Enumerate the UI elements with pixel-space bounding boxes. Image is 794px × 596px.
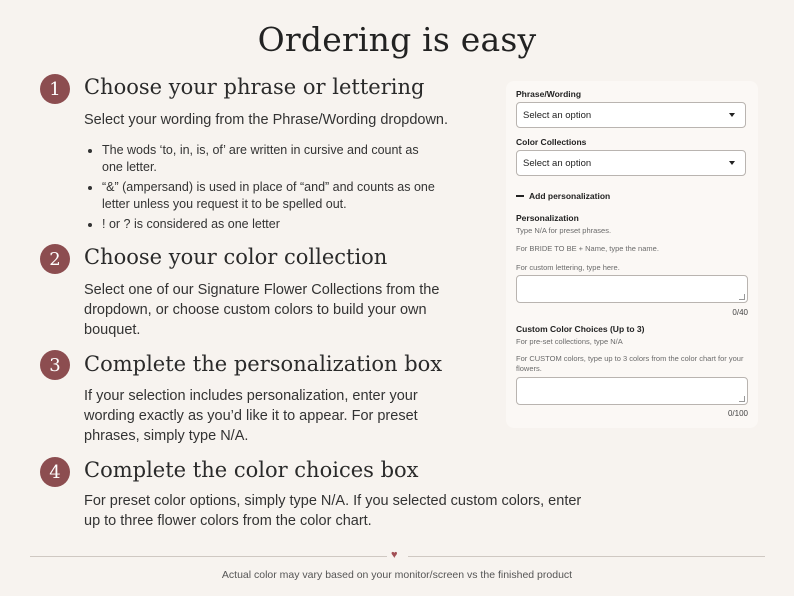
resize-handle-icon[interactable] — [739, 294, 745, 300]
step-3-heading: Complete the personalization box — [84, 352, 443, 376]
footer-disclaimer: Actual color may vary based on your monitor/screen vs the finished product — [221, 569, 573, 581]
phrase-wording-value: Select an option — [523, 109, 592, 121]
list-item: • ! or ? is considered as one letter — [102, 216, 492, 233]
custom-color-hint: For pre-set collections, type N/A — [516, 337, 623, 346]
color-collections-label: Color Collections — [516, 137, 587, 147]
personalization-textarea[interactable] — [516, 275, 748, 303]
color-collections-value: Select an option — [523, 157, 592, 169]
personalization-hint: Type N/A for preset phrases. — [516, 226, 612, 235]
lettering-rules-list — [84, 142, 492, 236]
personalization-char-count: 0/40 — [732, 308, 748, 317]
step-2-heading: Choose your color collection — [84, 245, 388, 269]
divider — [408, 556, 765, 557]
step-3-number: 3 — [40, 350, 70, 380]
personalization-hint: For custom lettering, type here. — [516, 263, 620, 272]
step-4-number: 4 — [40, 457, 70, 487]
add-personalization-toggle[interactable] — [516, 191, 610, 201]
custom-color-textarea[interactable] — [516, 377, 748, 405]
divider — [30, 556, 387, 557]
color-collections-select[interactable] — [516, 150, 746, 176]
personalization-hint: For BRIDE TO BE + Name, type the name. — [516, 244, 659, 253]
step-4-heading: Complete the color choices box — [84, 458, 419, 482]
list-item: • The wods ‘to, in, is, of’ are written in cursive and count as one letter. — [102, 142, 422, 176]
phrase-wording-select[interactable] — [516, 102, 746, 128]
phrase-wording-label: Phrase/Wording — [516, 89, 582, 99]
step-1-body: Select your wording from the Phrase/Wording dropdown. — [84, 112, 449, 128]
resize-handle-icon[interactable] — [739, 396, 745, 402]
heart-icon: ♥ — [391, 549, 398, 561]
step-2-body: Select one of our Signature Flower Collections from the dropdown, or choose custom colors to build your own bouquet. — [84, 282, 440, 338]
step-1-number: 1 — [40, 74, 70, 104]
step-2-number: 2 — [40, 244, 70, 274]
list-item: • “&” (ampersand) is used in place of “and” and counts as one letter unless you request it to be spelled out. — [102, 179, 457, 213]
custom-color-hint: For CUSTOM colors, type up to 3 colors from the color chart for your flowers. — [516, 354, 744, 373]
personalization-label: Personalization — [516, 213, 579, 223]
caret-down-icon — [729, 161, 735, 165]
caret-down-icon — [729, 113, 735, 117]
order-form-panel — [506, 81, 758, 428]
custom-color-choices-label: Custom Color Choices (Up to 3) — [516, 324, 645, 334]
page-title: Ordering is easy — [257, 20, 537, 59]
custom-color-char-count: 0/100 — [727, 409, 748, 418]
add-personalization-label: Add personalization — [529, 191, 611, 201]
step-1-heading: Choose your phrase or lettering — [84, 75, 425, 99]
step-4-body: For preset color options, simply type N/A. If you selected custom colors, enter up to three flower colors from the color chart. — [84, 493, 582, 529]
minus-icon — [516, 195, 524, 197]
step-3-body: If your selection includes personalization, enter your wording exactly as you’d like it to appear. For preset phrases, simply type N/A. — [84, 388, 418, 444]
